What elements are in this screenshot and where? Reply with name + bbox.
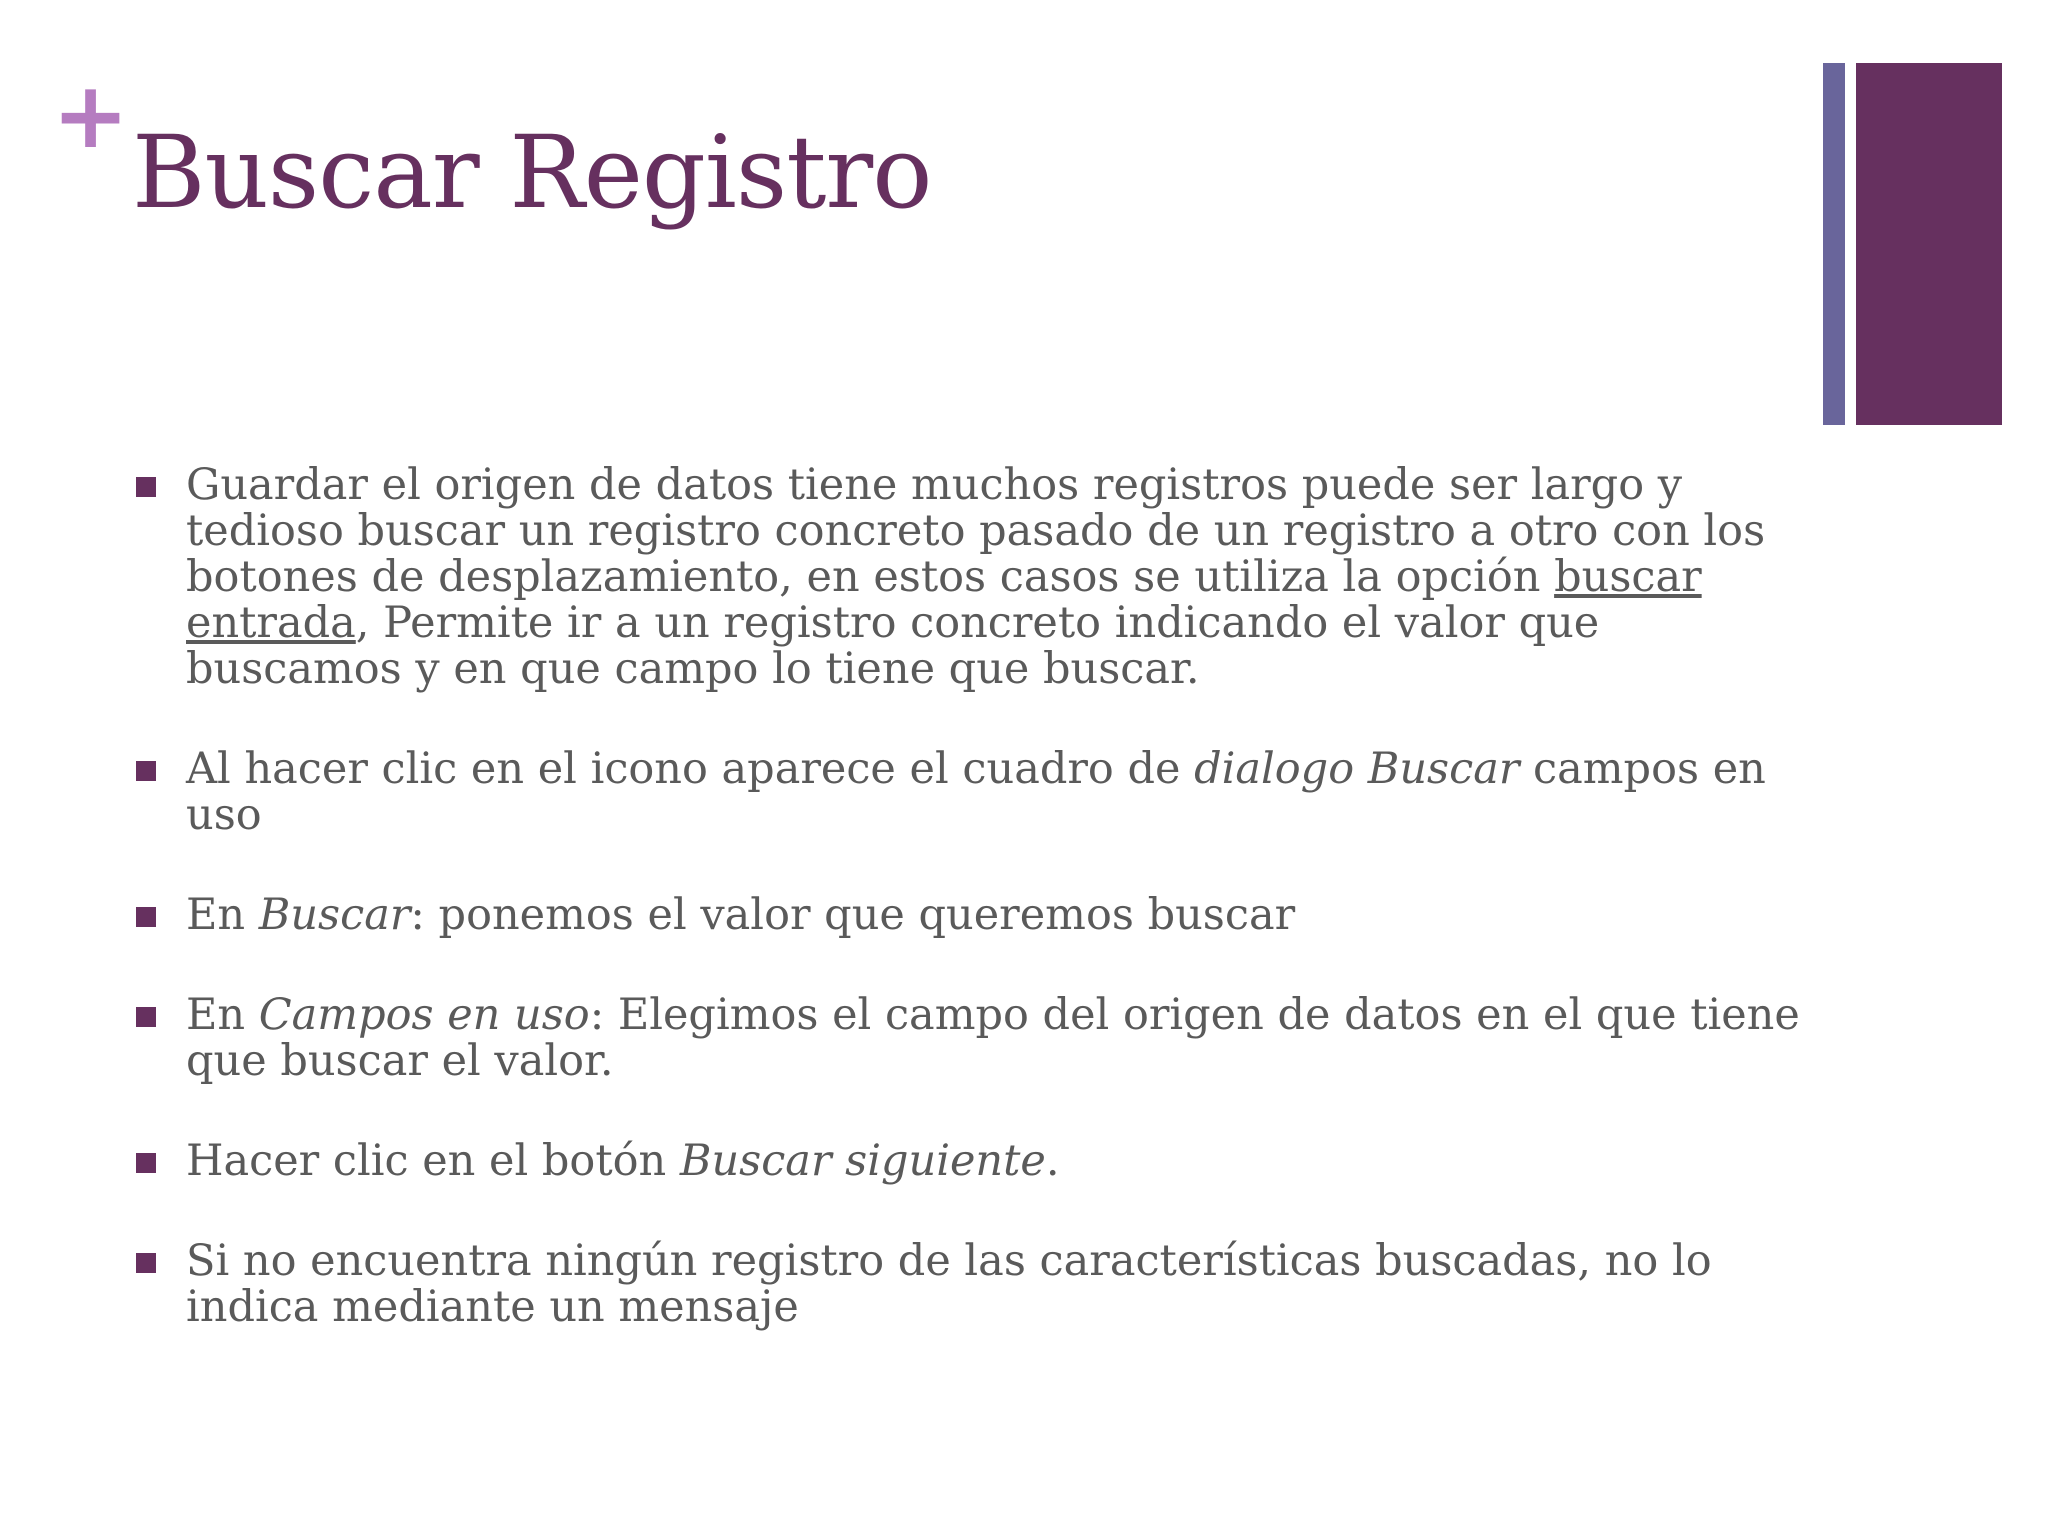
bullet-text: campos en uso [186, 744, 1766, 840]
bullet-text: Hacer clic en el botón [186, 1136, 680, 1186]
bullet-text: : Elegimos el campo del origen de datos en el que tiene que buscar el valor. [186, 990, 1800, 1086]
bullet-text: Al hacer clic en el icono aparece el cuadro de [186, 744, 1195, 794]
square-bullet-icon [136, 1153, 156, 1173]
slide-title: Buscar Registro [132, 114, 932, 231]
square-bullet-icon [136, 907, 156, 927]
bullet-text: . [1045, 1136, 1060, 1186]
bullet-list [136, 462, 1806, 1330]
bullet-item-4 [136, 992, 1806, 1084]
bullet-item-3 [136, 892, 1806, 938]
buscar-entrada-link[interactable]: buscar entrada [186, 552, 1702, 648]
square-bullet-icon [136, 1253, 156, 1273]
bullet-text: : ponemos el valor que queremos buscar [410, 890, 1296, 940]
bullet-text: En [186, 990, 259, 1040]
bullet-emphasis: Buscar [258, 890, 411, 940]
bullet-item-2 [136, 746, 1806, 838]
bullet-text: Si no encuentra ningún registro de las características buscadas, no lo indica mediante un mensaje [186, 1236, 1712, 1332]
bullet-text: , Permite ir a un registro concreto indicando el valor que buscamos y en que campo lo tiene que buscar. [186, 598, 1600, 694]
bullet-item-1 [136, 462, 1806, 692]
bullet-text: Guardar el origen de datos tiene muchos registros puede ser largo y tedioso buscar un registro concreto pasado de un registro a otro con los botones de desplazamiento, en estos casos se utiliza la opción [186, 460, 1766, 602]
bullet-emphasis: dialogo Buscar [1194, 744, 1520, 794]
accent-bar-wide [1856, 63, 2002, 425]
square-bullet-icon [136, 477, 156, 497]
accent-bar-thin [1823, 63, 1845, 425]
bullet-item-6 [136, 1238, 1806, 1330]
plus-icon: + [52, 62, 130, 169]
bullet-emphasis: Buscar siguiente [679, 1136, 1046, 1186]
bullet-emphasis: Campos en uso [258, 990, 590, 1040]
bullet-text: En [186, 890, 259, 940]
bullet-item-5 [136, 1138, 1806, 1184]
square-bullet-icon [136, 761, 156, 781]
square-bullet-icon [136, 1007, 156, 1027]
